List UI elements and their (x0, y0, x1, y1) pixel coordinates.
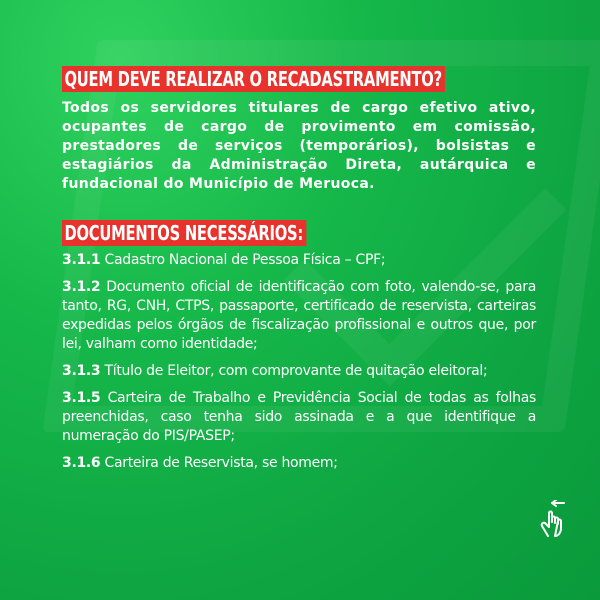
document-item (62, 389, 536, 446)
documents-list (62, 251, 536, 473)
section-docs-heading: DOCUMENTOS NECESSÁRIOS: (62, 220, 306, 246)
section-who-heading: QUEM DEVE REALIZAR O RECADASTRAMENTO? (62, 66, 445, 92)
document-item (62, 278, 536, 354)
document-item (62, 454, 536, 473)
section-docs-heading-wrap (62, 220, 536, 247)
document-number: 3.1.3 (62, 363, 101, 379)
document-number: 3.1.6 (62, 455, 101, 471)
document-text: Título de Eleitor, com comprovante de quitação eleitoral; (104, 363, 488, 379)
document-text: Carteira de Trabalho e Previdência Social de todas as folhas preenchidas, caso tenha sido assinada e a que identifique a numeração do PIS/PASEP; (62, 390, 536, 444)
section-who-heading-wrap (62, 66, 536, 93)
document-text: Cadastro Nacional de Pessoa Física – CPF; (104, 252, 386, 268)
document-number: 3.1.1 (62, 252, 101, 268)
document-number: 3.1.5 (62, 390, 101, 406)
section-who-body: Todos os servidores titulares de cargo efetivo ativo, ocupantes de cargo de provimento em comissão, prestadores de serviços (temporários), bolsistas e estagiários da Administração Direta, autárquica e fundacional do Município de Meruoca. (62, 100, 536, 192)
swipe-hand-icon[interactable] (538, 500, 572, 540)
content (62, 66, 536, 481)
document-item (62, 362, 536, 381)
document-number: 3.1.2 (62, 279, 101, 295)
document-item (62, 251, 536, 270)
document-text: Carteira de Reservista, se homem; (104, 455, 338, 471)
document-text: Documento oficial de identificação com foto, valendo-se, para tanto, RG, CNH, CTPS, passaporte, certificado de reservista, carteiras expedidas pelos órgãos de fiscalização profissional e outros que, por lei, valham como identidade; (62, 279, 537, 352)
